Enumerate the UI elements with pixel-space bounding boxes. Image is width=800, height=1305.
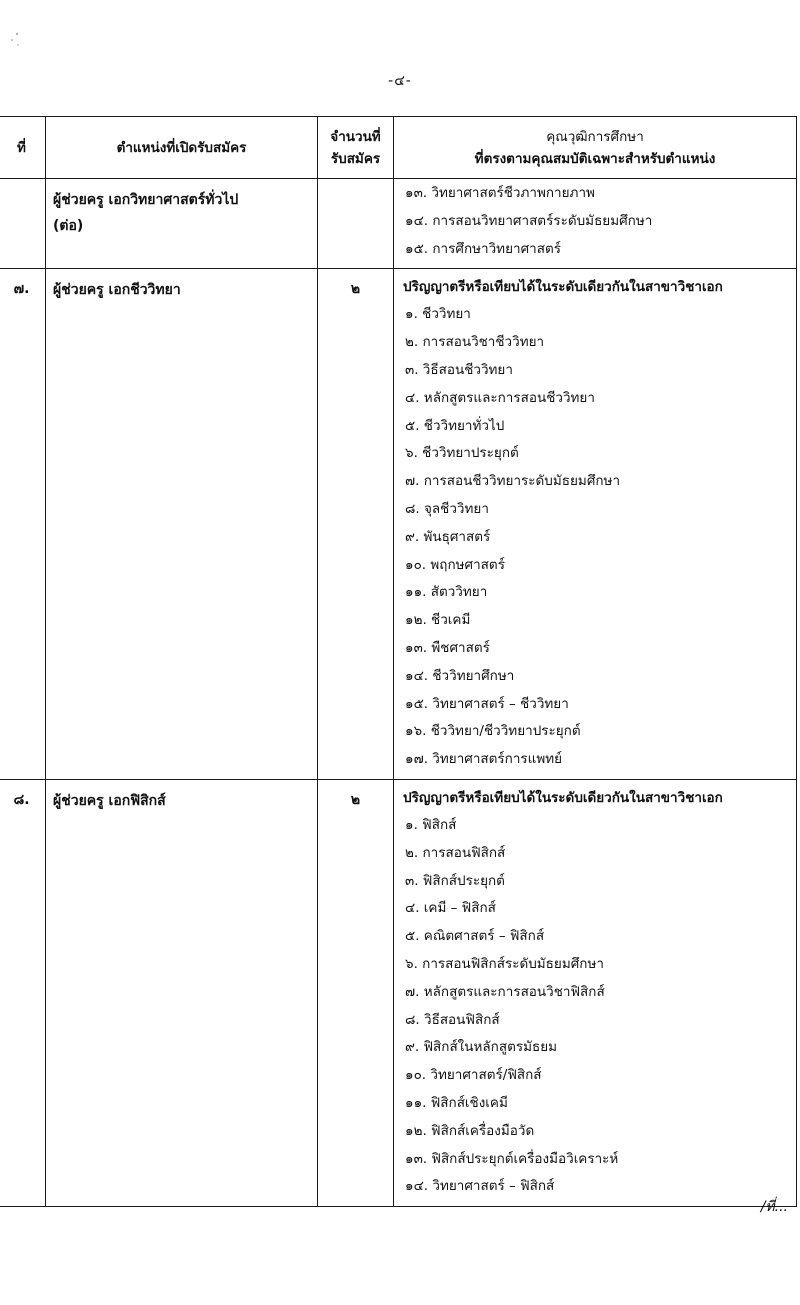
qualification-item: ๖. ชีววิทยาประยุกต์ — [405, 445, 519, 462]
table-body — [0, 179, 797, 1207]
header-qual-line2: ที่ตรงตามคุณสมบัติเฉพาะสำหรับตำแหน่ง — [474, 150, 716, 167]
qualification-item: ๑๕. วิทยาศาสตร์ – ชีววิทยา — [405, 695, 569, 712]
row-number: ๘. — [13, 791, 30, 808]
position-cell — [46, 179, 318, 269]
header-qual-line1: คุณวุฒิการศึกษา — [546, 128, 644, 145]
row-number-cell — [0, 779, 46, 1206]
header-position — [46, 117, 318, 179]
count-cell — [318, 269, 394, 780]
qualification-item: ๔. หลักสูตรและการสอนชีววิทยา — [405, 389, 595, 406]
qualification-item: ๑๕. การศึกษาวิทยาศาสตร์ — [405, 240, 561, 257]
qualification-item: ๑๔. การสอนวิทยาศาสตร์ระดับมัธยมศึกษา — [405, 212, 653, 229]
qualification-item: ๒. การสอนวิชาชีววิทยา — [405, 334, 545, 351]
qualification-item: ๑๒. ฟิสิกส์เครื่องมือวัด — [405, 1122, 535, 1139]
qualification-item: ๑. ชีววิทยา — [405, 306, 471, 323]
qualification-heading: ปริญญาตรีหรือเทียบได้ในระดับเดียวกันในสาขาวิชาเอก — [403, 279, 723, 296]
qualification-item: ๒. การสอนฟิสิกส์ — [405, 844, 506, 861]
next-page-marker: /ที่... — [760, 1199, 788, 1215]
opening-count: ๒ — [350, 791, 361, 808]
qualification-item: ๑๖. ชีววิทยา/ชีววิทยาประยุกต์ — [405, 723, 581, 740]
header-count-line2: รับสมัคร — [330, 150, 381, 167]
qualification-item: ๑๓. วิทยาศาสตร์ชีวภาพกายภาพ — [405, 185, 595, 201]
header-qualification — [394, 117, 797, 179]
qualification-item: ๕. คณิตศาสตร์ – ฟิสิกส์ — [405, 928, 545, 945]
row-number-cell — [0, 179, 46, 269]
opening-count: ๒ — [350, 281, 361, 298]
row-number: ๗. — [13, 281, 30, 298]
qualification-item: ๙. พันธุศาสตร์ — [405, 528, 491, 545]
qualification-item: ๘. จุลชีววิทยา — [405, 500, 489, 517]
table-row — [0, 269, 797, 780]
position-title: ผู้ช่วยครู เอกฟิสิกส์ — [53, 792, 166, 809]
qualification-item: ๑. ฟิสิกส์ — [405, 816, 457, 833]
count-cell — [318, 779, 394, 1206]
qualification-item: ๔. เคมี – ฟิสิกส์ — [405, 900, 496, 917]
qualification-cell — [394, 779, 797, 1206]
qualification-heading: ปริญญาตรีหรือเทียบได้ในระดับเดียวกันในสาขาวิชาเอก — [403, 789, 723, 806]
qualification-item: ๗. หลักสูตรและการสอนวิชาฟิสิกส์ — [405, 983, 605, 1000]
qualification-item: ๘. วิธีสอนฟิสิกส์ — [405, 1011, 500, 1028]
qualification-item: ๑๐. พฤกษศาสตร์ — [405, 556, 505, 573]
table-row — [0, 179, 797, 269]
qualification-cell — [394, 269, 797, 780]
header-count-line1: จำนวนที่ — [330, 128, 381, 145]
qualification-item: ๑๒. ชีวเคมี — [405, 612, 471, 629]
qualification-item: ๙. ฟิสิกส์ในหลักสูตรมัธยม — [405, 1039, 558, 1056]
count-cell — [318, 179, 394, 269]
qualification-item: ๑๓. พืชศาสตร์ — [405, 639, 490, 656]
qualification-item: ๑๑. ฟิสิกส์เชิงเคมี — [405, 1094, 508, 1111]
header-count — [318, 117, 394, 179]
header-no — [0, 117, 46, 179]
qualification-table — [0, 116, 797, 1207]
position-continued-note: (ต่อ) — [53, 218, 84, 234]
qualification-item: ๕. ชีววิทยาทั่วไป — [405, 417, 505, 434]
qualification-item: ๑๔. วิทยาศาสตร์ – ฟิสิกส์ — [405, 1178, 555, 1195]
position-cell — [46, 779, 318, 1206]
position-cell — [46, 269, 318, 780]
qualification-cell — [394, 179, 797, 269]
header-no-label: ที่ — [17, 139, 26, 156]
qualification-item: ๓. วิธีสอนชีววิทยา — [405, 361, 513, 378]
position-title: ผู้ช่วยครู เอกวิทยาศาสตร์ทั่วไป — [53, 192, 239, 208]
qualification-item: ๑๑. สัตววิทยา — [405, 584, 488, 601]
qualification-item: ๗. การสอนชีววิทยาระดับมัธยมศึกษา — [405, 473, 621, 490]
table-row — [0, 779, 797, 1206]
qualification-item: ๑๗. วิทยาศาสตร์การแพทย์ — [405, 751, 563, 768]
row-number-cell — [0, 269, 46, 780]
header-position-label: ตำแหน่งที่เปิดรับสมัคร — [116, 139, 247, 156]
qualification-item: ๑๔. ชีววิทยาศึกษา — [405, 667, 515, 684]
qualification-item: ๓. ฟิสิกส์ประยุกต์ — [405, 872, 505, 889]
position-title: ผู้ช่วยครู เอกชีววิทยา — [53, 282, 181, 299]
scan-speck-mark — [8, 30, 22, 50]
qualification-item: ๑๐. วิทยาศาสตร์/ฟิสิกส์ — [405, 1067, 542, 1084]
page-number: -๔- — [388, 73, 412, 89]
qualification-item: ๑๓. ฟิสิกส์ประยุกต์เครื่องมือวิเคราะห์ — [405, 1150, 619, 1167]
qualification-item: ๖. การสอนฟิสิกส์ระดับมัธยมศึกษา — [405, 955, 604, 972]
table-header-row — [0, 117, 797, 179]
